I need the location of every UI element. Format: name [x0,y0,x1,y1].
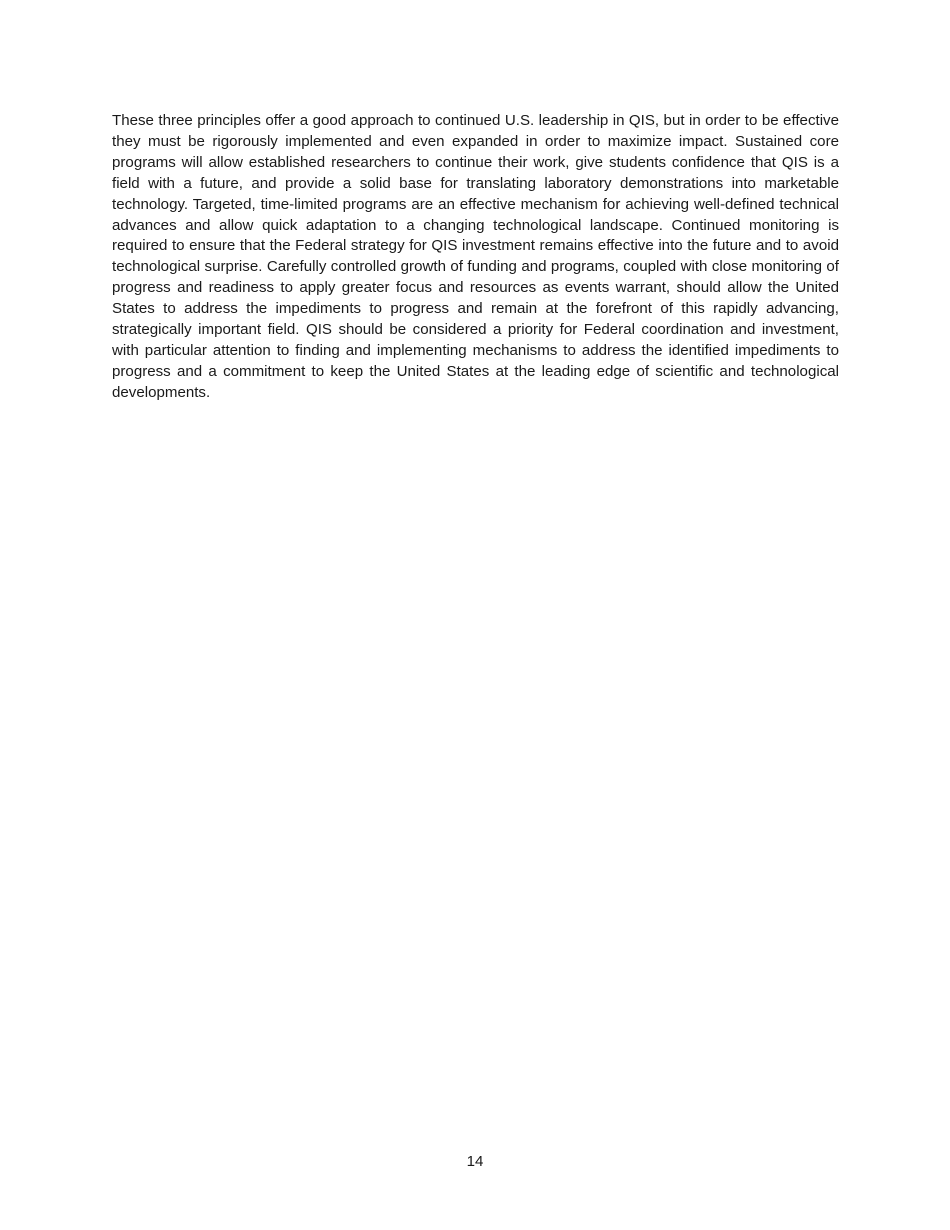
body-paragraph: These three principles offer a good approach to continued U.S. leadership in QIS, but in order to be effective they must be rigorously implemented and even expanded in order to maximize impact. Sustained core programs will allow established researchers to continue their work, give students confidence that QIS is a field with a future, and provide a solid base for translating laboratory demonstrations into marketable technology. Targeted, time-limited programs are an effective mechanism for achieving well-defined technical advances and allow quick adaptation to a changing technological landscape. Continued monitoring is required to ensure that the Federal strategy for QIS investment remains effective into the future and to avoid technological surprise. Carefully controlled growth of funding and programs, coupled with close monitoring of progress and readiness to apply greater focus and resources as events warrant, should allow the United States to address the impediments to progress and remain at the forefront of this rapidly advancing, strategically important field. QIS should be considered a priority for Federal coordination and investment, with particular attention to finding and implementing mechanisms to address the identified impediments to progress and a commitment to keep the United States at the leading edge of scientific and technological developments. [112,112,839,401]
page-number: 14 [466,1153,484,1170]
